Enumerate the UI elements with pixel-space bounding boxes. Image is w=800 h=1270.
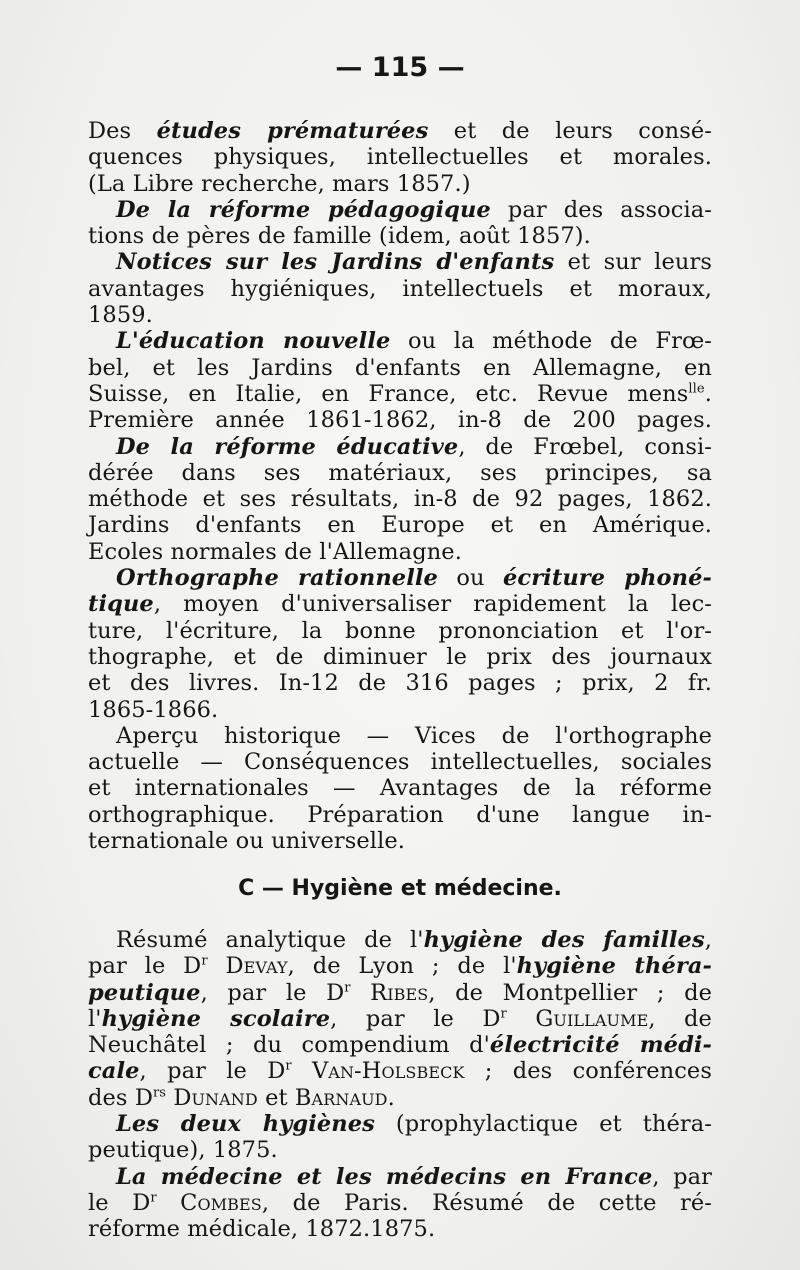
text-line — [88, 434, 712, 460]
italic-title: peutique — [88, 979, 201, 1006]
text-segment: bel, et les Jardins d'enfants en Allemagne, en — [88, 354, 712, 381]
text-line — [88, 1006, 712, 1032]
text-segment: réforme médicale, 1872.1875. — [88, 1216, 436, 1243]
text-segment: (La Libre recherche, mars 1857.) — [88, 170, 471, 197]
text-segment: , de — [648, 1005, 712, 1032]
text-segment: orthographique. Préparation d'une langue in- — [88, 801, 712, 828]
text-segment: et des livres. In-12 de 316 pages ; prix, 2 fr. — [88, 670, 712, 697]
text-segment: , de Frœbel, consi- — [458, 433, 712, 460]
italic-title: L'éducation nouvelle — [116, 328, 391, 355]
text-segment: dérée dans ses matériaux, ses principes, sa — [88, 459, 712, 486]
text-line — [88, 381, 712, 407]
text-segment: (prophylactique et théra- — [374, 1111, 713, 1138]
page-number: — 115 — — [335, 52, 465, 83]
text-segment: ; des conférences — [464, 1058, 712, 1085]
text-line — [88, 565, 712, 591]
text-line — [88, 118, 712, 144]
text-segment: et sur leurs — [554, 249, 712, 276]
text-segment: avantages hygiéniques, intellectuels et moraux, — [88, 275, 712, 302]
text-segment — [507, 1006, 535, 1032]
author-name: Van-Holsbeck — [311, 1058, 465, 1085]
bibliography-block-medicine — [88, 927, 712, 1243]
text-segment: lle — [688, 381, 705, 397]
text-segment: , de Paris. Résumé de cette ré- — [261, 1189, 712, 1216]
italic-title: hygiène scolaire — [101, 1005, 331, 1032]
text-segment: et — [257, 1084, 295, 1111]
text-segment: et internationales — Avantages de la réforme — [88, 775, 712, 802]
text-line — [88, 953, 712, 979]
text-segment: actuelle — Conséquences intellectuelles, sociales — [88, 749, 712, 776]
text-line — [88, 539, 712, 565]
text-segment: rs — [152, 1085, 167, 1101]
text-line — [88, 171, 712, 197]
text-segment: Ecoles normales de l'Allemagne. — [88, 538, 462, 565]
text-segment: Des — [88, 118, 157, 144]
text-segment: méthode et ses résultats, in-8 de 92 pages, 1862. — [88, 486, 712, 513]
text-line — [88, 302, 712, 328]
text-segment: ou — [437, 565, 504, 592]
text-line — [88, 1137, 712, 1163]
text-segment: par des associa- — [490, 196, 712, 223]
text-line — [88, 670, 712, 696]
text-line — [88, 828, 712, 854]
text-segment: , moyen d'universaliser rapidement la lec- — [153, 591, 712, 618]
section-heading: C — Hygiène et médecine. — [238, 876, 562, 901]
italic-title: électricité médi- — [489, 1032, 712, 1059]
author-name: Devay — [225, 953, 288, 980]
text-line — [88, 802, 712, 828]
text-segment: Suisse, en Italie, en France, etc. Revue mens — [88, 380, 689, 407]
text-segment — [157, 1190, 180, 1216]
text-segment: Aperçu historique — Vices de l'orthographe — [116, 722, 712, 749]
text-segment — [351, 980, 371, 1006]
italic-title: Orthographe rationnelle — [116, 565, 438, 592]
text-segment: r — [344, 980, 351, 996]
text-segment: ture, l'écriture, la bonne prononciation et l'or- — [88, 617, 712, 644]
author-name: Ribes — [370, 979, 429, 1006]
text-line — [88, 1190, 712, 1216]
italic-title: Notices sur les Jardins d'enfants — [116, 249, 555, 276]
italic-title: hygiène théra- — [516, 953, 712, 980]
text-segment: r — [201, 953, 208, 969]
text-segment: r — [150, 1190, 157, 1206]
italic-title: cale — [88, 1058, 140, 1085]
text-segment: Neuchâtel ; du compendium d' — [88, 1032, 490, 1059]
text-segment: thographe, et de diminuer le prix des journaux — [88, 643, 712, 670]
text-segment: ou la méthode de Frœ- — [390, 328, 712, 355]
italic-title: De la réforme pédagogique — [116, 196, 491, 223]
text-segment: 1859. — [88, 302, 153, 329]
text-line — [88, 749, 712, 775]
italic-title: De la réforme éducative — [116, 433, 459, 460]
text-line — [88, 927, 712, 953]
text-segment: , de Montpellier ; de — [428, 979, 712, 1006]
text-segment: , par le D — [330, 1005, 501, 1032]
text-line — [88, 1058, 712, 1084]
text-segment — [208, 953, 226, 979]
text-segment — [292, 1058, 312, 1084]
text-segment: Première année 1861-1862, in-8 de 200 pages. — [88, 407, 712, 434]
text-line — [88, 197, 712, 223]
author-name: Dunand — [173, 1084, 258, 1111]
text-line — [88, 460, 712, 486]
text-line — [88, 1085, 712, 1111]
text-segment: , par le D — [139, 1058, 286, 1085]
text-segment: , par — [652, 1163, 712, 1190]
text-segment: le D — [88, 1189, 151, 1216]
author-name: Combes — [180, 1189, 262, 1216]
text-line — [88, 486, 712, 512]
text-segment: ternationale ou universelle. — [88, 828, 406, 855]
italic-title: hygiène des familles — [423, 927, 705, 953]
text-segment: quences physiques, intellectuelles et morales. — [88, 144, 712, 171]
text-line — [88, 1164, 712, 1190]
text-line — [88, 1216, 712, 1242]
text-segment: peutique), 1875. — [88, 1137, 278, 1164]
italic-title: écriture phoné- — [503, 565, 712, 592]
author-name: Barnaud — [294, 1084, 388, 1111]
text-segment: . — [704, 380, 712, 407]
text-line — [88, 249, 712, 275]
italic-title: tique — [88, 591, 154, 618]
author-name: Guillaume — [535, 1005, 649, 1032]
text-segment: tions de pères de famille (idem, août 1857). — [88, 223, 591, 250]
italic-title: études prématurées — [156, 118, 429, 144]
italic-title: La médecine et les médecins en France — [116, 1163, 653, 1190]
text-line — [88, 775, 712, 801]
text-line — [88, 144, 712, 170]
text-line — [88, 407, 712, 433]
text-segment: , de Lyon ; de l' — [287, 953, 517, 980]
text-line — [88, 644, 712, 670]
text-segment: . — [387, 1084, 395, 1111]
text-line — [88, 328, 712, 354]
text-line — [88, 512, 712, 538]
text-segment: r — [285, 1058, 292, 1074]
text-line — [88, 1111, 712, 1137]
text-line — [88, 223, 712, 249]
text-segment: r — [500, 1006, 507, 1022]
text-segment: 1865-1866. — [88, 696, 219, 723]
text-segment: par le D — [88, 953, 202, 980]
text-segment: l' — [88, 1005, 102, 1032]
text-line — [88, 723, 712, 749]
text-line — [88, 591, 712, 617]
italic-title: Les deux hygiènes — [116, 1111, 375, 1138]
text-segment: et de leurs consé- — [428, 118, 712, 144]
text-line — [88, 1032, 712, 1058]
text-segment: des D — [88, 1084, 153, 1111]
bibliography-block — [88, 118, 712, 854]
text-segment: Résumé analytique de l' — [116, 927, 424, 953]
text-segment: , — [704, 927, 712, 953]
text-line — [88, 697, 712, 723]
text-line — [88, 355, 712, 381]
text-line — [88, 276, 712, 302]
text-segment: , par le D — [200, 979, 345, 1006]
text-line — [88, 980, 712, 1006]
text-segment: Jardins d'enfants en Europe et en Amérique. — [88, 512, 712, 539]
text-line — [88, 618, 712, 644]
